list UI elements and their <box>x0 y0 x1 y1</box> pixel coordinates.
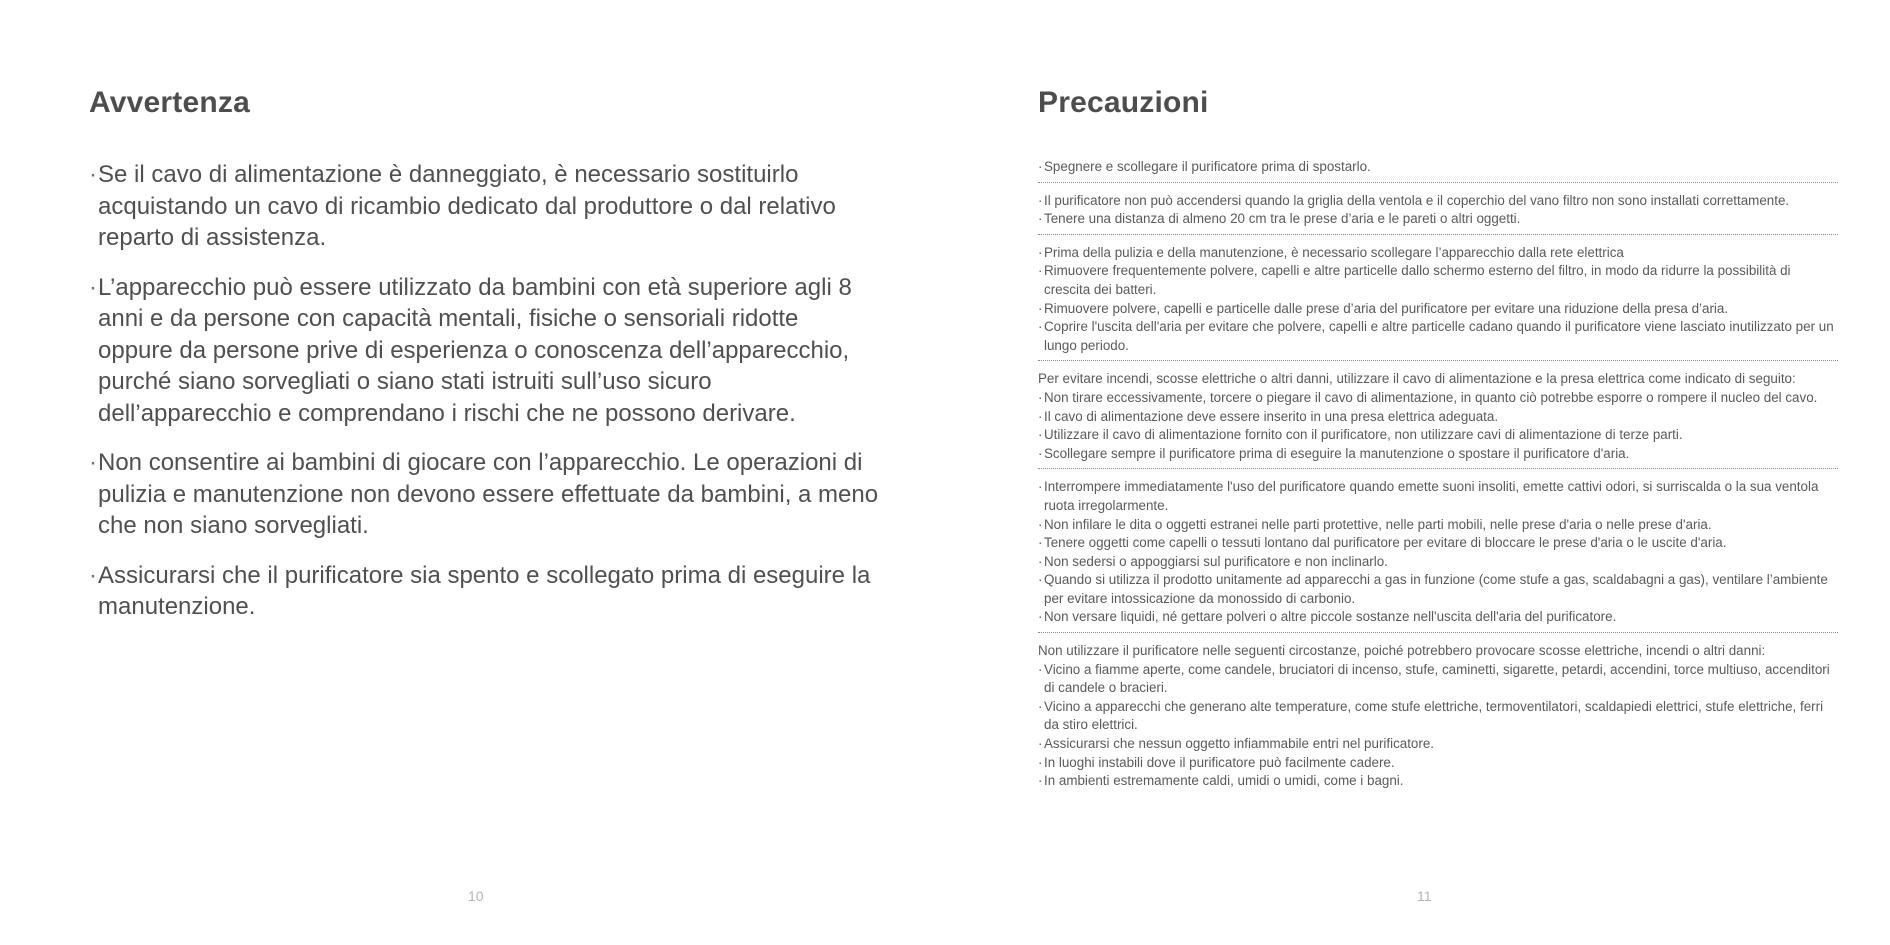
warning-item <box>89 560 879 623</box>
warning-item-text: Assicurarsi che il purificatore sia spento e scollegato prima di eseguire la manutenzione. <box>98 561 871 620</box>
precautions-section <box>1038 192 1838 235</box>
precaution-item <box>1038 244 1838 263</box>
precaution-text: Non infilare le dita o oggetti estranei nelle parti protettive, nelle parti mobili, nelle prese d'aria o nelle prese d'aria. <box>1044 516 1712 532</box>
precaution-item <box>1038 608 1838 627</box>
precaution-item <box>1038 698 1838 735</box>
precaution-item <box>1038 300 1838 319</box>
precaution-item <box>1038 772 1838 791</box>
precaution-text: In luoghi instabili dove il purificatore può facilmente cadere. <box>1044 754 1395 770</box>
page-number: 11 <box>1417 888 1432 904</box>
precaution-text: Tenere una distanza di almeno 20 cm tra le prese d’aria e le pareti o altri oggetti. <box>1044 211 1521 227</box>
precaution-item <box>1038 192 1838 211</box>
precaution-item <box>1038 262 1838 299</box>
bullet-dot: · <box>1038 445 1043 461</box>
precautions-section <box>1038 158 1838 183</box>
bullet-dot: · <box>1038 535 1043 551</box>
precaution-item <box>1038 553 1838 572</box>
precautions-intro: Non utilizzare il purificatore nelle seguenti circostanze, poiché potrebbero provocare scosse elettriche, incendi o altri danni: <box>1038 643 1766 659</box>
bullet-dot: · <box>1038 159 1043 174</box>
precautions-intro: Per evitare incendi, scosse elettriche o altri danni, utilizzare il cavo di alimentazione e la presa elettrica come indicato di seguito: <box>1038 371 1796 387</box>
precaution-text: Il purificatore non può accendersi quando la griglia della ventola e il coperchio del vano filtro non sono installati correttamente. <box>1044 192 1790 208</box>
precaution-text: Interrompere immediatamente l'uso del purificatore quando emette suoni insoliti, emette cattivi odori, si surriscalda o la sua ventola ruota irregolarmente. <box>1044 479 1819 513</box>
warning-item-text: Se il cavo di alimentazione è danneggiato, è necessario sostituirlo acquistando un cavo di ricambio dedicato dal produttore o dal relativo reparto di assistenza. <box>98 161 836 251</box>
precaution-item <box>1038 571 1838 608</box>
bullet-dot: · <box>1038 773 1043 789</box>
bullet-dot: · <box>1038 427 1043 443</box>
precaution-item <box>1038 445 1838 464</box>
precautions-section <box>1038 642 1838 796</box>
bullet-dot: · <box>1038 192 1043 208</box>
precaution-text: Assicurarsi che nessun oggetto infiammabile entri nel purificatore. <box>1044 736 1435 752</box>
bullet-dot: · <box>1038 609 1043 625</box>
warning-item <box>89 447 879 542</box>
precaution-item <box>1038 478 1838 515</box>
bullet-dot: · <box>1038 408 1043 424</box>
precaution-text: Scollegare sempre il purificatore prima di eseguire la manutenzione o spostare il purificatore d'aria. <box>1044 445 1630 461</box>
precaution-text: Coprire l'uscita dell'aria per evitare che polvere, capelli e altre particelle cadano quando il purificatore viene lasciato inutilizzato per un lungo periodo. <box>1044 319 1834 353</box>
right-page <box>945 0 1890 945</box>
precaution-item <box>1038 754 1838 773</box>
precaution-text: Vicino a apparecchi che generano alte temperature, come stufe elettriche, termoventilatori, scaldapiedi elettrici, stufe elettriche, ferri da stiro elettrici. <box>1044 698 1824 733</box>
precaution-item <box>1038 408 1838 427</box>
precaution-text: Quando si utilizza il prodotto unitamente ad apparecchi a gas in funzione (come stufe a gas, scaldabagni a gas), ventilare l’ambiente per evitare intossicazione da monossido di carbonio. <box>1044 572 1828 606</box>
precaution-text: Rimuovere polvere, capelli e particelle dalle prese d’aria del purificatore per evitare una riduzione della presa d’aria. <box>1044 300 1729 316</box>
warning-item <box>89 272 879 430</box>
bullet-dot: · <box>1038 754 1043 770</box>
bullet-dot: · <box>1038 516 1043 532</box>
warning-item-text: Non consentire ai bambini di giocare con l’apparecchio. Le operazioni di pulizia e manutenzione non devono essere effettuate da bambini, a meno che non siano sorvegliati. <box>98 449 879 539</box>
precaution-text: Prima della pulizia e della manutenzione, è necessario scollegare l’apparecchio dalla rete elettrica <box>1044 244 1624 260</box>
bullet-dot: · <box>1038 553 1043 569</box>
bullet-dot: · <box>1038 211 1043 227</box>
precaution-item <box>1038 534 1838 553</box>
precaution-item <box>1038 210 1838 229</box>
warning-title: Avvertenza <box>89 86 250 119</box>
bullet-dot: · <box>1038 572 1043 588</box>
bullet-dot: · <box>89 561 97 589</box>
precautions-section <box>1038 478 1838 633</box>
warning-item-text: L’apparecchio può essere utilizzato da bambini con età superiore agli 8 anni e da persone con capacità mentali, fisiche o sensoriali ridotte oppure da persone prive di esperienza o conoscenza dell’apparecchio, purché siano sorvegliati o siano stati istruiti sull’uso sicuro dell’apparecchio e comprendano i rischi che ne possono derivare. <box>98 273 852 427</box>
precaution-text: Non sedersi o appoggiarsi sul purificatore e non inclinarlo. <box>1044 553 1388 569</box>
precautions-section <box>1038 370 1838 469</box>
precaution-text: Non tirare eccessivamente, torcere o piegare il cavo di alimentazione, in quanto ciò potrebbe esporre o rompere il nucleo del cavo. <box>1044 389 1818 405</box>
precaution-text: Non versare liquidi, né gettare polveri o altre piccole sostanze nell'uscita dell'aria del purificatore. <box>1044 609 1617 625</box>
precautions-title: Precauzioni <box>1038 86 1209 119</box>
bullet-dot: · <box>89 161 97 188</box>
precaution-item <box>1038 426 1838 445</box>
warning-item <box>89 159 879 254</box>
precaution-text: Tenere oggetti come capelli o tessuti lontano dal purificatore per evitare di bloccare le prese d'aria o le uscite d'aria. <box>1044 535 1727 551</box>
bullet-dot: · <box>1038 263 1043 279</box>
precaution-item <box>1038 389 1838 408</box>
precaution-text: Spegnere e scollegare il purificatore prima di spostarlo. <box>1044 159 1371 174</box>
bullet-dot: · <box>89 449 97 476</box>
precaution-text: Utilizzare il cavo di alimentazione fornito con il purificatore, non utilizzare cavi di alimentazione di terze parti. <box>1044 427 1683 443</box>
bullet-dot: · <box>1038 698 1043 714</box>
bullet-dot: · <box>89 273 97 301</box>
bullet-dot: · <box>1038 736 1043 752</box>
bullet-dot: · <box>1038 319 1043 335</box>
precaution-text: Vicino a fiamme aperte, come candele, bruciatori di incenso, stufe, caminetti, sigarette, petardi, accendini, torce multiuso, accenditori di candele o bracieri. <box>1044 661 1830 696</box>
precaution-item <box>1038 661 1838 698</box>
precaution-item <box>1038 318 1838 355</box>
precaution-item <box>1038 735 1838 754</box>
precaution-text: Rimuovere frequentemente polvere, capelli e altre particelle dallo schermo esterno del filtro, in modo da ridurre la possibilità di crescita dei batteri. <box>1044 263 1791 297</box>
bullet-dot: · <box>1038 479 1043 495</box>
bullet-dot: · <box>1038 389 1043 405</box>
precaution-text: Il cavo di alimentazione deve essere inserito in una presa elettrica adeguata. <box>1044 408 1499 424</box>
precaution-text: In ambienti estremamente caldi, umidi o umidi, come i bagni. <box>1044 773 1404 789</box>
precautions-section <box>1038 244 1838 362</box>
precaution-item <box>1038 158 1838 177</box>
precaution-item <box>1038 516 1838 535</box>
bullet-dot: · <box>1038 661 1043 677</box>
page-number: 10 <box>468 888 484 904</box>
bullet-dot: · <box>1038 244 1043 260</box>
bullet-dot: · <box>1038 300 1043 316</box>
warning-list <box>89 159 879 641</box>
precautions-list <box>1038 158 1838 805</box>
